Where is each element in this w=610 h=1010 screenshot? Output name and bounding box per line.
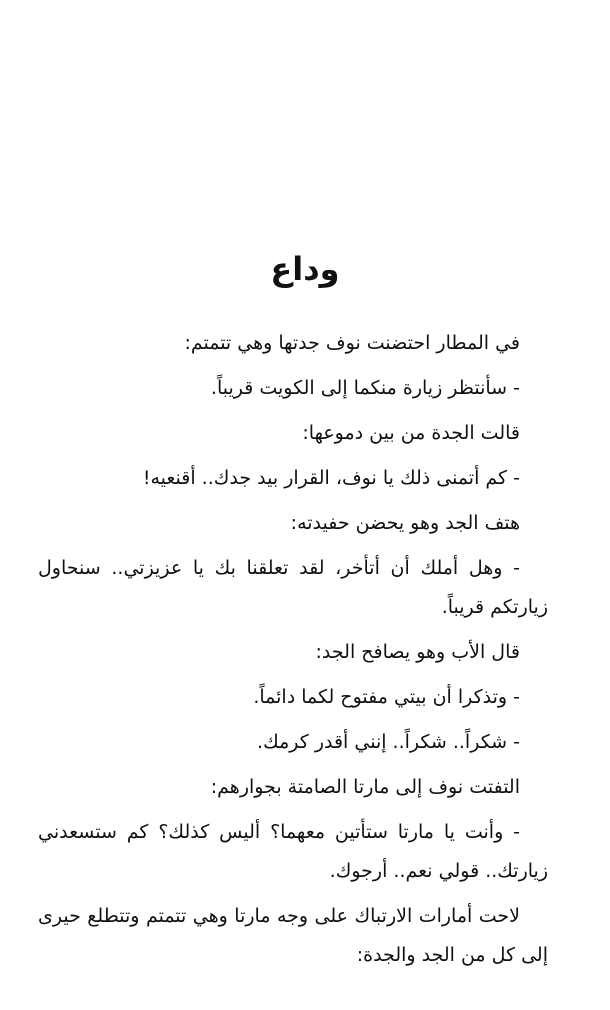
paragraph-3: قالت الجدة من بين دموعها: xyxy=(302,422,520,444)
paragraph-2: - سأنتظر زيارة منكما إلى الكويت قريباً. xyxy=(210,377,520,399)
paragraph-11: - وأنت يا مارتا ستأتين معهما؟ أليس كذلك؟ كم ستسعدني زيارتك.. قولي نعم.. أرجوك. xyxy=(38,821,548,882)
paragraph-12: لاحت أمارات الارتباك على وجه مارتا وهي تتمتم وتتطلع حيرى إلى كل من الجد والجدة: xyxy=(38,905,548,966)
paragraph-5: هتف الجد وهو يحضن حفيدته: xyxy=(290,512,520,534)
story-text xyxy=(38,324,548,981)
paragraph-8: - وتذكرا أن بيتي مفتوح لكما دائماً. xyxy=(253,686,520,708)
paragraph-10: التفتت نوف إلى مارتا الصامتة بجوارهم: xyxy=(210,776,520,798)
paragraph-4: - كم أتمنى ذلك يا نوف، القرار بيد جدك.. أقنعيه! xyxy=(142,467,520,489)
paragraph-1: في المطار احتضنت نوف جدتها وهي تتمتم: xyxy=(184,332,520,354)
paragraph-9: - شكراً.. شكراً.. إنني أقدر كرمك. xyxy=(257,731,520,753)
paragraph-6: - وهل أملك أن أتأخر، لقد تعلقنا بك يا عزيزتي.. سنحاول زيارتكم قريباً. xyxy=(38,557,548,618)
paragraph-7: قال الأب وهو يصافح الجد: xyxy=(315,641,520,663)
chapter-title: وداع xyxy=(270,250,340,288)
